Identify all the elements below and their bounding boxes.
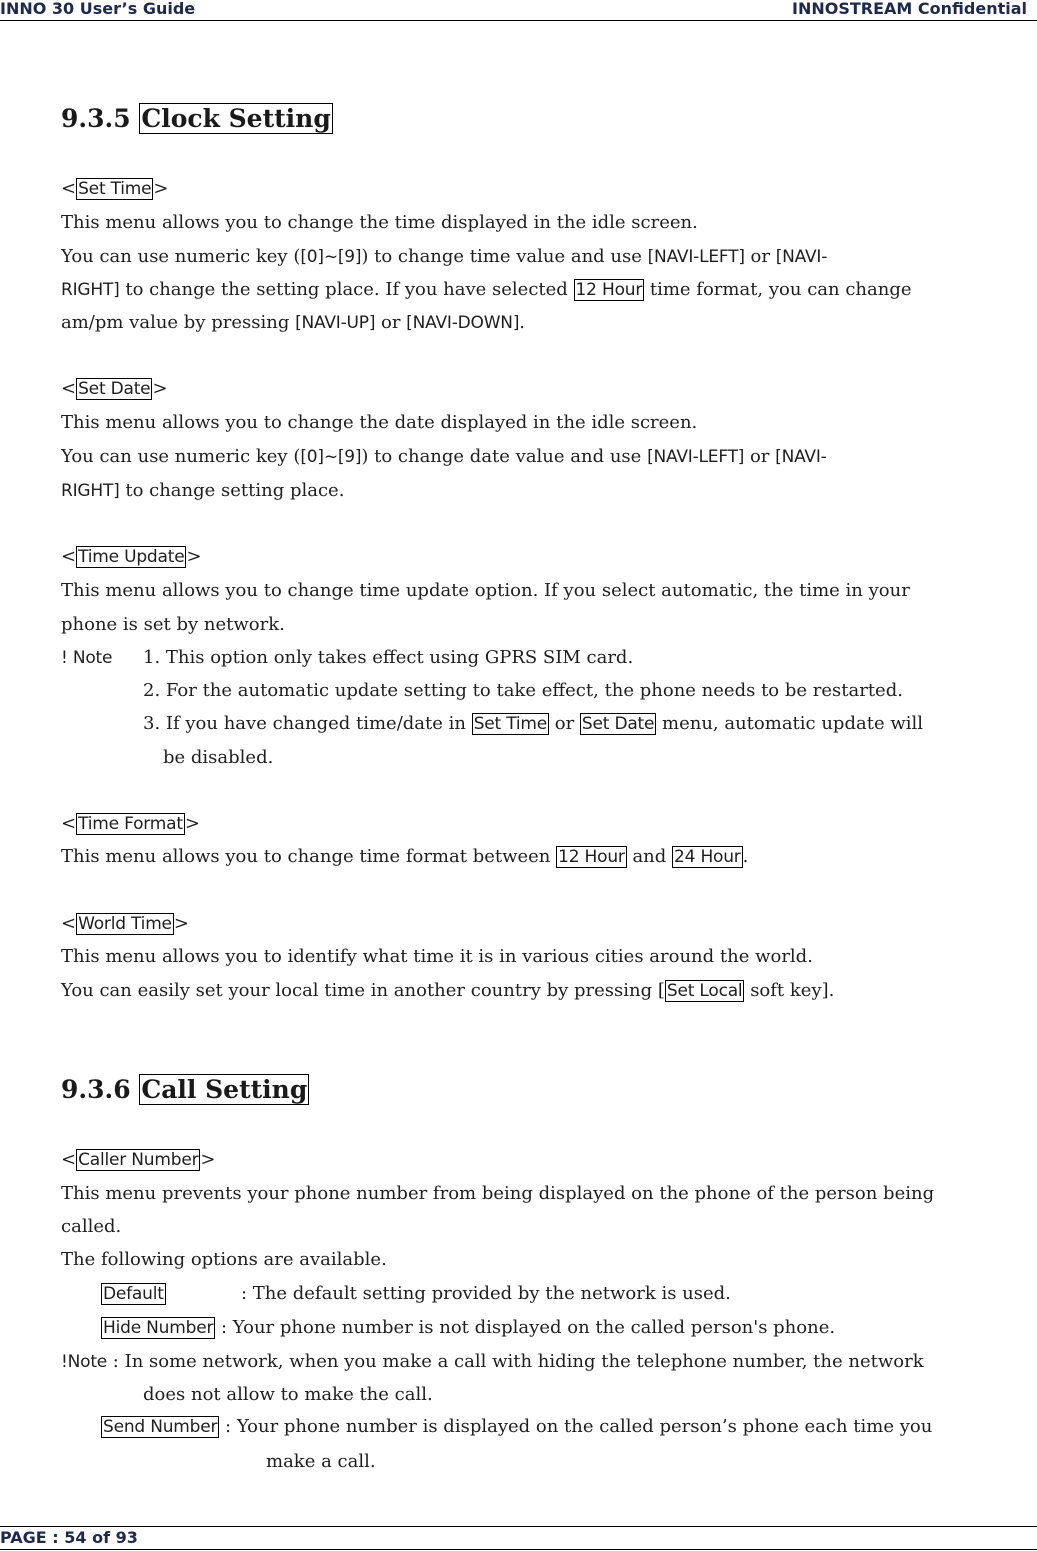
section-heading-clock: 9.3.5 Clock Setting	[61, 104, 331, 133]
note-item-cont: be disabled.	[163, 747, 274, 768]
paragraph-line: This menu prevents your phone number from being displayed on the phone of the person being	[61, 1183, 935, 1204]
paragraph-line: This menu allows you to identify what time it is in various cities around the world.	[61, 946, 813, 967]
option-desc: : The default setting provided by the network is used.	[241, 1283, 731, 1304]
page-number: PAGE : 54 of 93	[0, 1528, 138, 1547]
note-item: 2. For the automatic update setting to take effect, the phone needs to be restarted.	[143, 680, 903, 701]
section-title-clock: Clock Setting	[141, 104, 331, 133]
paragraph-line: You can use numeric key ([0]~[9]) to change time value and use [NAVI-LEFT] or [NAVI-	[61, 246, 828, 267]
paragraph-line: You can use numeric key ([0]~[9]) to change date value and use [NAVI-LEFT] or [NAVI-	[61, 446, 827, 467]
subsection-title: < Time Format >	[61, 813, 200, 834]
note-item: 1. This option only takes effect using GPRS SIM card.	[143, 647, 634, 668]
note-item: 3. If you have changed time/date in Set Time or Set Date menu, automatic update will	[143, 713, 923, 734]
option-desc-cont: make a call.	[266, 1451, 376, 1472]
option-default: Default	[103, 1284, 164, 1304]
paragraph-line: This menu allows you to change the time displayed in the idle screen.	[61, 212, 698, 233]
subsection-title: < Time Update >	[61, 546, 202, 567]
paragraph-line: This menu allows you to change time update option. If you select automatic, the time in your	[61, 580, 910, 601]
subsection-title: < World Time >	[61, 913, 189, 934]
paragraph-line: This menu allows you to change time format between 12 Hour and 24 Hour .	[61, 846, 749, 867]
section-heading-call: 9.3.6 Call Setting	[61, 1075, 308, 1104]
paragraph-line: The following options are available.	[61, 1249, 387, 1270]
subsection-title: < Set Time >	[61, 178, 169, 199]
note-line-cont: does not allow to make the call.	[143, 1384, 433, 1405]
section-title-call: Call Setting	[141, 1075, 308, 1104]
page-header	[0, 0, 1037, 21]
option-send-number: Send Number : Your phone number is displayed on the called person’s phone each time you	[103, 1416, 933, 1437]
subsection-title: < Set Date >	[61, 378, 168, 399]
note-label: ! Note	[61, 648, 113, 668]
paragraph-line: RIGHT] to change the setting place. If you have selected 12 Hour time format, you can change	[61, 279, 912, 300]
paragraph-line: phone is set by network.	[61, 614, 285, 635]
option-hide-number: Hide Number : Your phone number is not displayed on the called person's phone.	[103, 1317, 836, 1338]
paragraph-line: You can easily set your local time in another country by pressing [ Set Local soft key].	[61, 980, 835, 1001]
paragraph-line: RIGHT] to change setting place.	[61, 480, 345, 501]
paragraph-line: called.	[61, 1216, 122, 1237]
doc-title: INNO 30 User’s Guide	[0, 0, 196, 18]
page-footer	[0, 1526, 1037, 1550]
subsection-title: < Caller Number >	[61, 1149, 216, 1170]
note-line: !Note : In some network, when you make a call with hiding the telephone number, the network	[61, 1351, 924, 1372]
paragraph-line: am/pm value by pressing [NAVI-UP] or [NAVI-DOWN].	[61, 312, 525, 333]
paragraph-line: This menu allows you to change the date displayed in the idle screen.	[61, 412, 698, 433]
confidential-label: INNOSTREAM Confidential	[792, 0, 1027, 18]
